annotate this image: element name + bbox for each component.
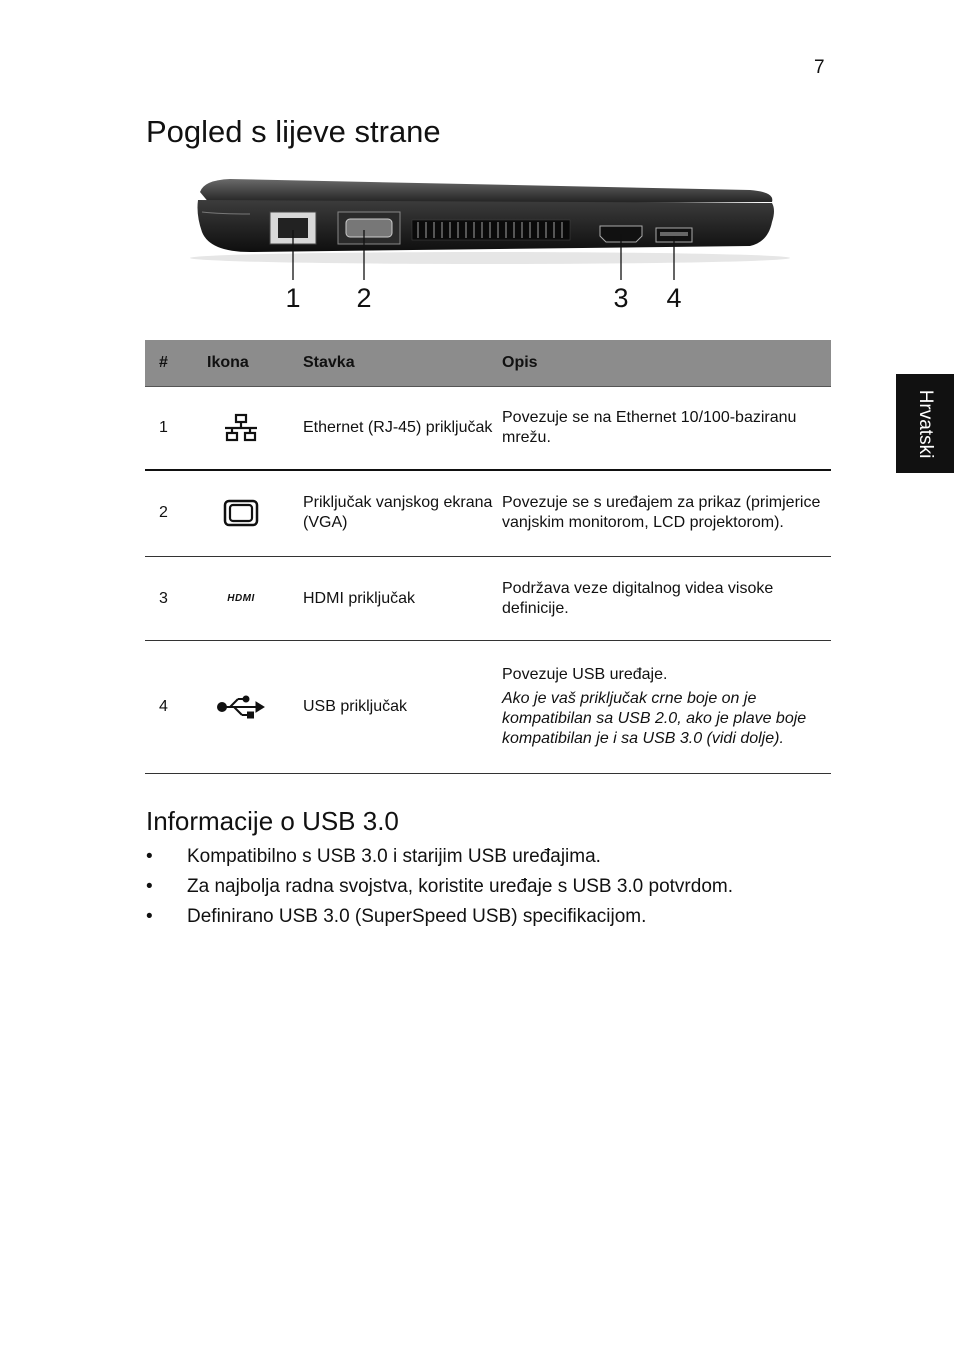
row-number: 3 (159, 589, 168, 607)
usb-info-list (146, 846, 733, 936)
header-item: Stavka (303, 340, 502, 387)
callout-1: 1 (285, 283, 301, 313)
row-item: USB priključak (303, 698, 408, 715)
ethernet-icon (223, 413, 259, 443)
row-description-note: Ako je vaš priključak crne boje on je kompatibilan sa USB 2.0, ako je plave boje kompatibilan je i sa USB 3.0 (vidi dolje). (502, 690, 807, 747)
row-number: 4 (159, 698, 168, 715)
language-tab (896, 374, 954, 473)
row-number: 2 (159, 504, 168, 522)
table-row (145, 470, 831, 557)
callout-4: 4 (666, 283, 682, 313)
header-number: # (145, 340, 199, 387)
row-description: Povezuje se na Ethernet 10/100-baziranu mrežu. (502, 408, 797, 446)
header-description: Opis (502, 340, 831, 387)
callout-3: 3 (613, 283, 629, 313)
table-row (145, 641, 831, 774)
list-item: • Za najbolja radna svojstva, koristite uređaje s USB 3.0 potvrdom. (146, 876, 733, 897)
table-row (145, 387, 831, 470)
header-icon: Ikona (199, 340, 303, 387)
ports-table (145, 340, 831, 774)
page-number: 7 (814, 57, 825, 78)
row-item: Ethernet (RJ-45) priključak (303, 418, 493, 436)
list-item: • Definirano USB 3.0 (SuperSpeed USB) specifikacijom. (146, 906, 647, 927)
table-header-row (145, 340, 831, 387)
row-item: HDMI priključak (303, 589, 416, 607)
list-item: • Kompatibilno s USB 3.0 i starijim USB uređajima. (146, 846, 601, 867)
callout-2: 2 (356, 283, 372, 313)
page-title: Pogled s lijeve strane (146, 114, 441, 149)
row-number: 1 (159, 418, 168, 436)
language-tab-label: Hrvatski (915, 389, 936, 458)
hdmi-icon: HDMI (227, 592, 255, 604)
row-description: Podržava veze digitalnog videa visoke definicije. (502, 579, 774, 617)
row-item: Priključak vanjskog ekrana (VGA) (303, 494, 493, 532)
usb-section-title: Informacije o USB 3.0 (146, 806, 399, 836)
row-description: Povezuje se s uređajem za prikaz (primjerice vanjskim monitorom, LCD projektorom). (502, 494, 821, 532)
table-row (145, 557, 831, 641)
usb-icon (216, 695, 266, 719)
row-description: Povezuje USB uređaje. (502, 666, 668, 683)
vga-icon (223, 499, 259, 527)
